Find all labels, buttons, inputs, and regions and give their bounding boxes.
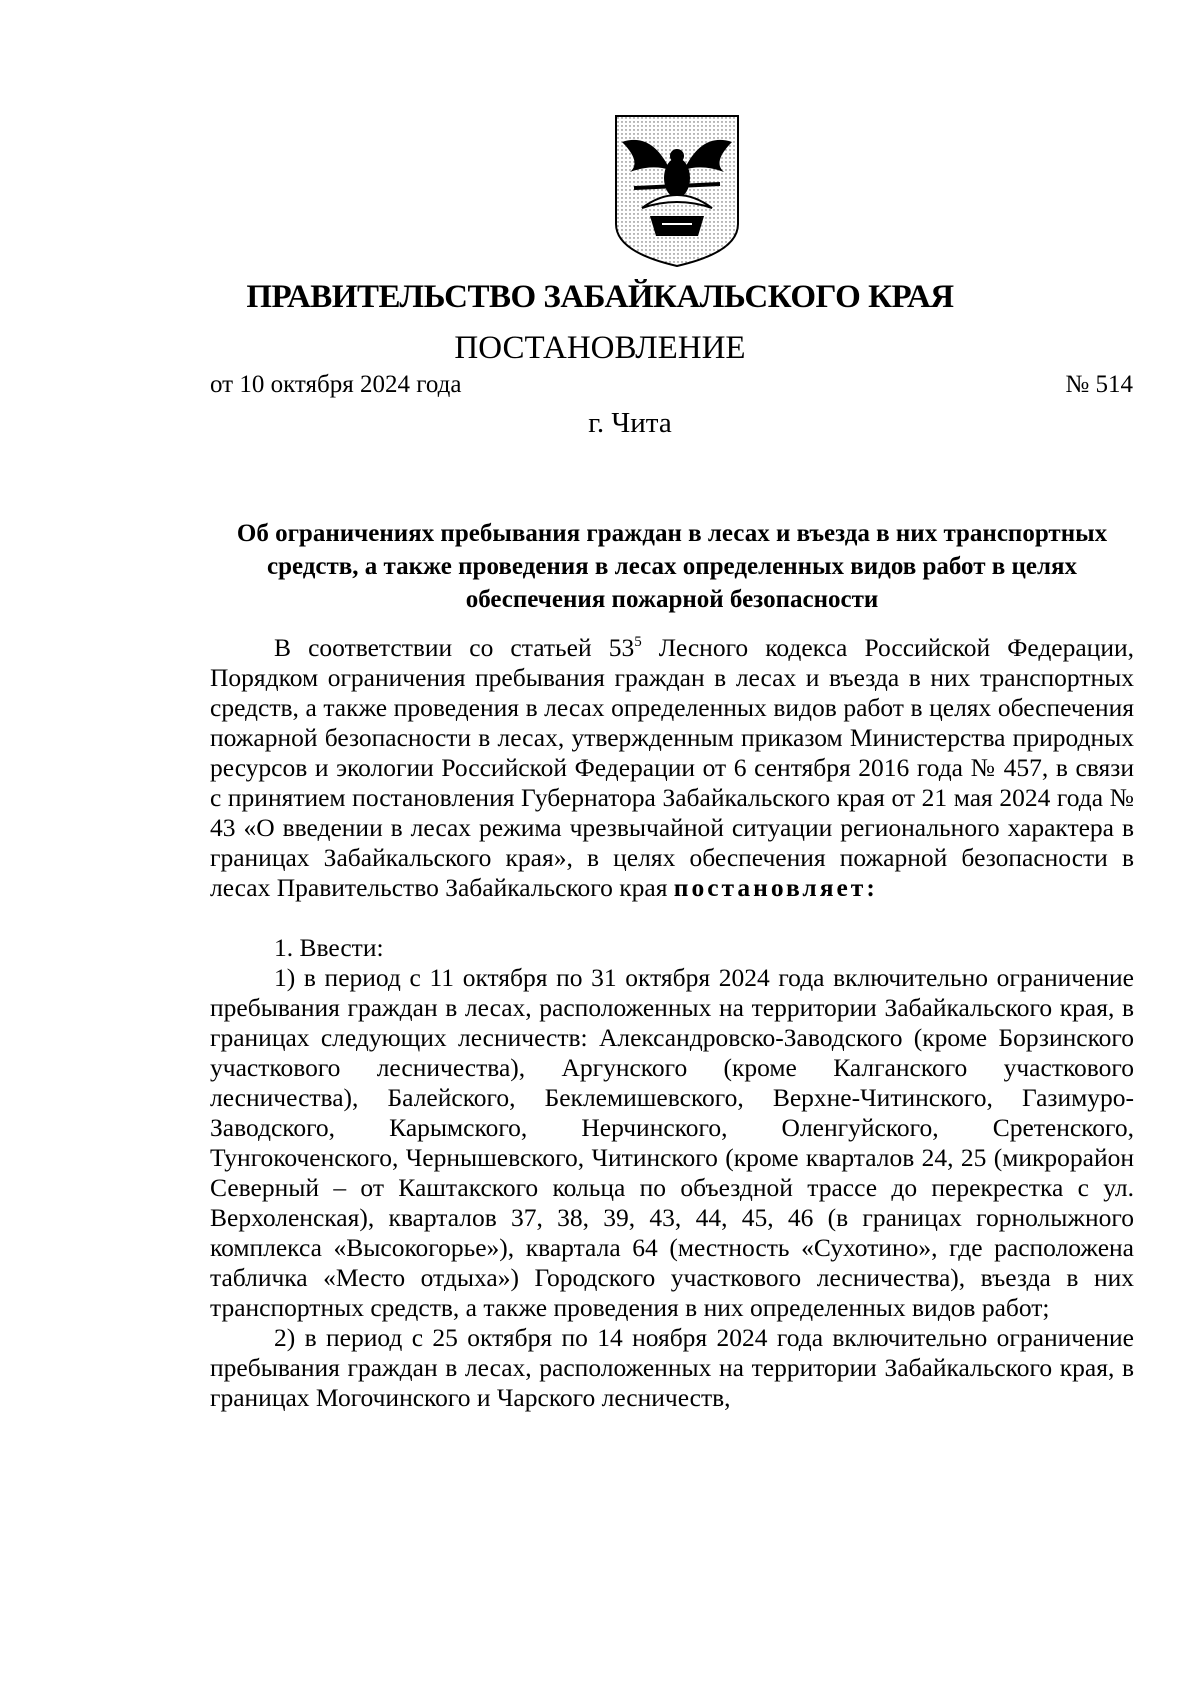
subitem-1: 1) в период с 11 октября по 31 октября 2024 года включительно ограничение пребывания граждан в лесах, расположенных на территории Забайкальского края, в границах следующих лесничеств: Александровско-Заводского (кроме Борзинского участкового лесничества), Аргунского (кроме Калганского участкового лесничества), Балейского, Беклемишевского, Верхне-Читинского, Газимуро-Заводского, Карымского, Нерчинского, Оленгуйского, Сретенского, Тунгокоченского, Чернышевского, Читинского (кроме кварталов 24, 25 (микрорайон Северный – от Каштакского кольца по объездной трассе до перекрестка с ул. Верхоленская), кварталов 37, 38, 39, 43, 44, 45, 46 (в границах горнолыжного комплекса «Высокогорье»), квартала 64 (местность «Сухотино», где расположена табличка «Место отдыха») Городского участкового лесничества), въезда в них транспортных средств, а также проведения в них определенных видов работ; [210,963,1134,1322]
government-name: ПРАВИТЕЛЬСТВО ЗАБАЙКАЛЬСКОГО КРАЯ [246,279,954,315]
preamble-paragraph [210,633,1134,903]
paragraph-gap [210,903,1134,933]
preamble-text-end: Лесного кодекса Российской Федерации, Порядком ограничения пребывания граждан в лесах и въезда в них транспортных средств, а также проведения в лесах определенных видов работ в целях обеспечения пожарной безопасности в лесах, утвержденным приказом Министерства природных ресурсов и экологии Российской Федерации от 6 сентября 2016 года № 457, в связи с принятием постановления Губернатора Забайкальского края от 21 мая 2024 года № 43 «О введении в лесах режима чрезвычайной ситуации регионального характера в границах Забайкальского края», в целях обеспечения пожарной безопасности в лесах Правительство Забайкальского края [210,633,1134,902]
document-type: ПОСТАНОВЛЕНИЕ [454,330,746,366]
subitem-2: 2) в период с 25 октября по 14 ноября 2024 года включительно ограничение пребывания граждан в лесах, расположенных на территории Забайкальского края, в границах Могочинского и Чарского лесничеств, [210,1323,1134,1412]
item-1-heading: 1. Ввести: [274,933,384,962]
preamble-text-start: В соответствии со статьей 53 [274,633,635,662]
document-number: № 514 [1065,371,1133,398]
document-body [210,633,1134,1413]
resolves-keyword: постановляет: [673,873,878,902]
document-date: от 10 октября 2024 года [210,371,462,398]
coat-of-arms-icon [612,112,742,270]
article-superscript: 5 [634,634,642,650]
document-city: г. Чита [588,407,672,439]
document-title: Об ограничениях пребывания граждан в лесах и въезда в них транспортных средств, а также проведения в лесах определенных видов работ в целях обеспечения пожарной безопасности [236,520,1108,613]
